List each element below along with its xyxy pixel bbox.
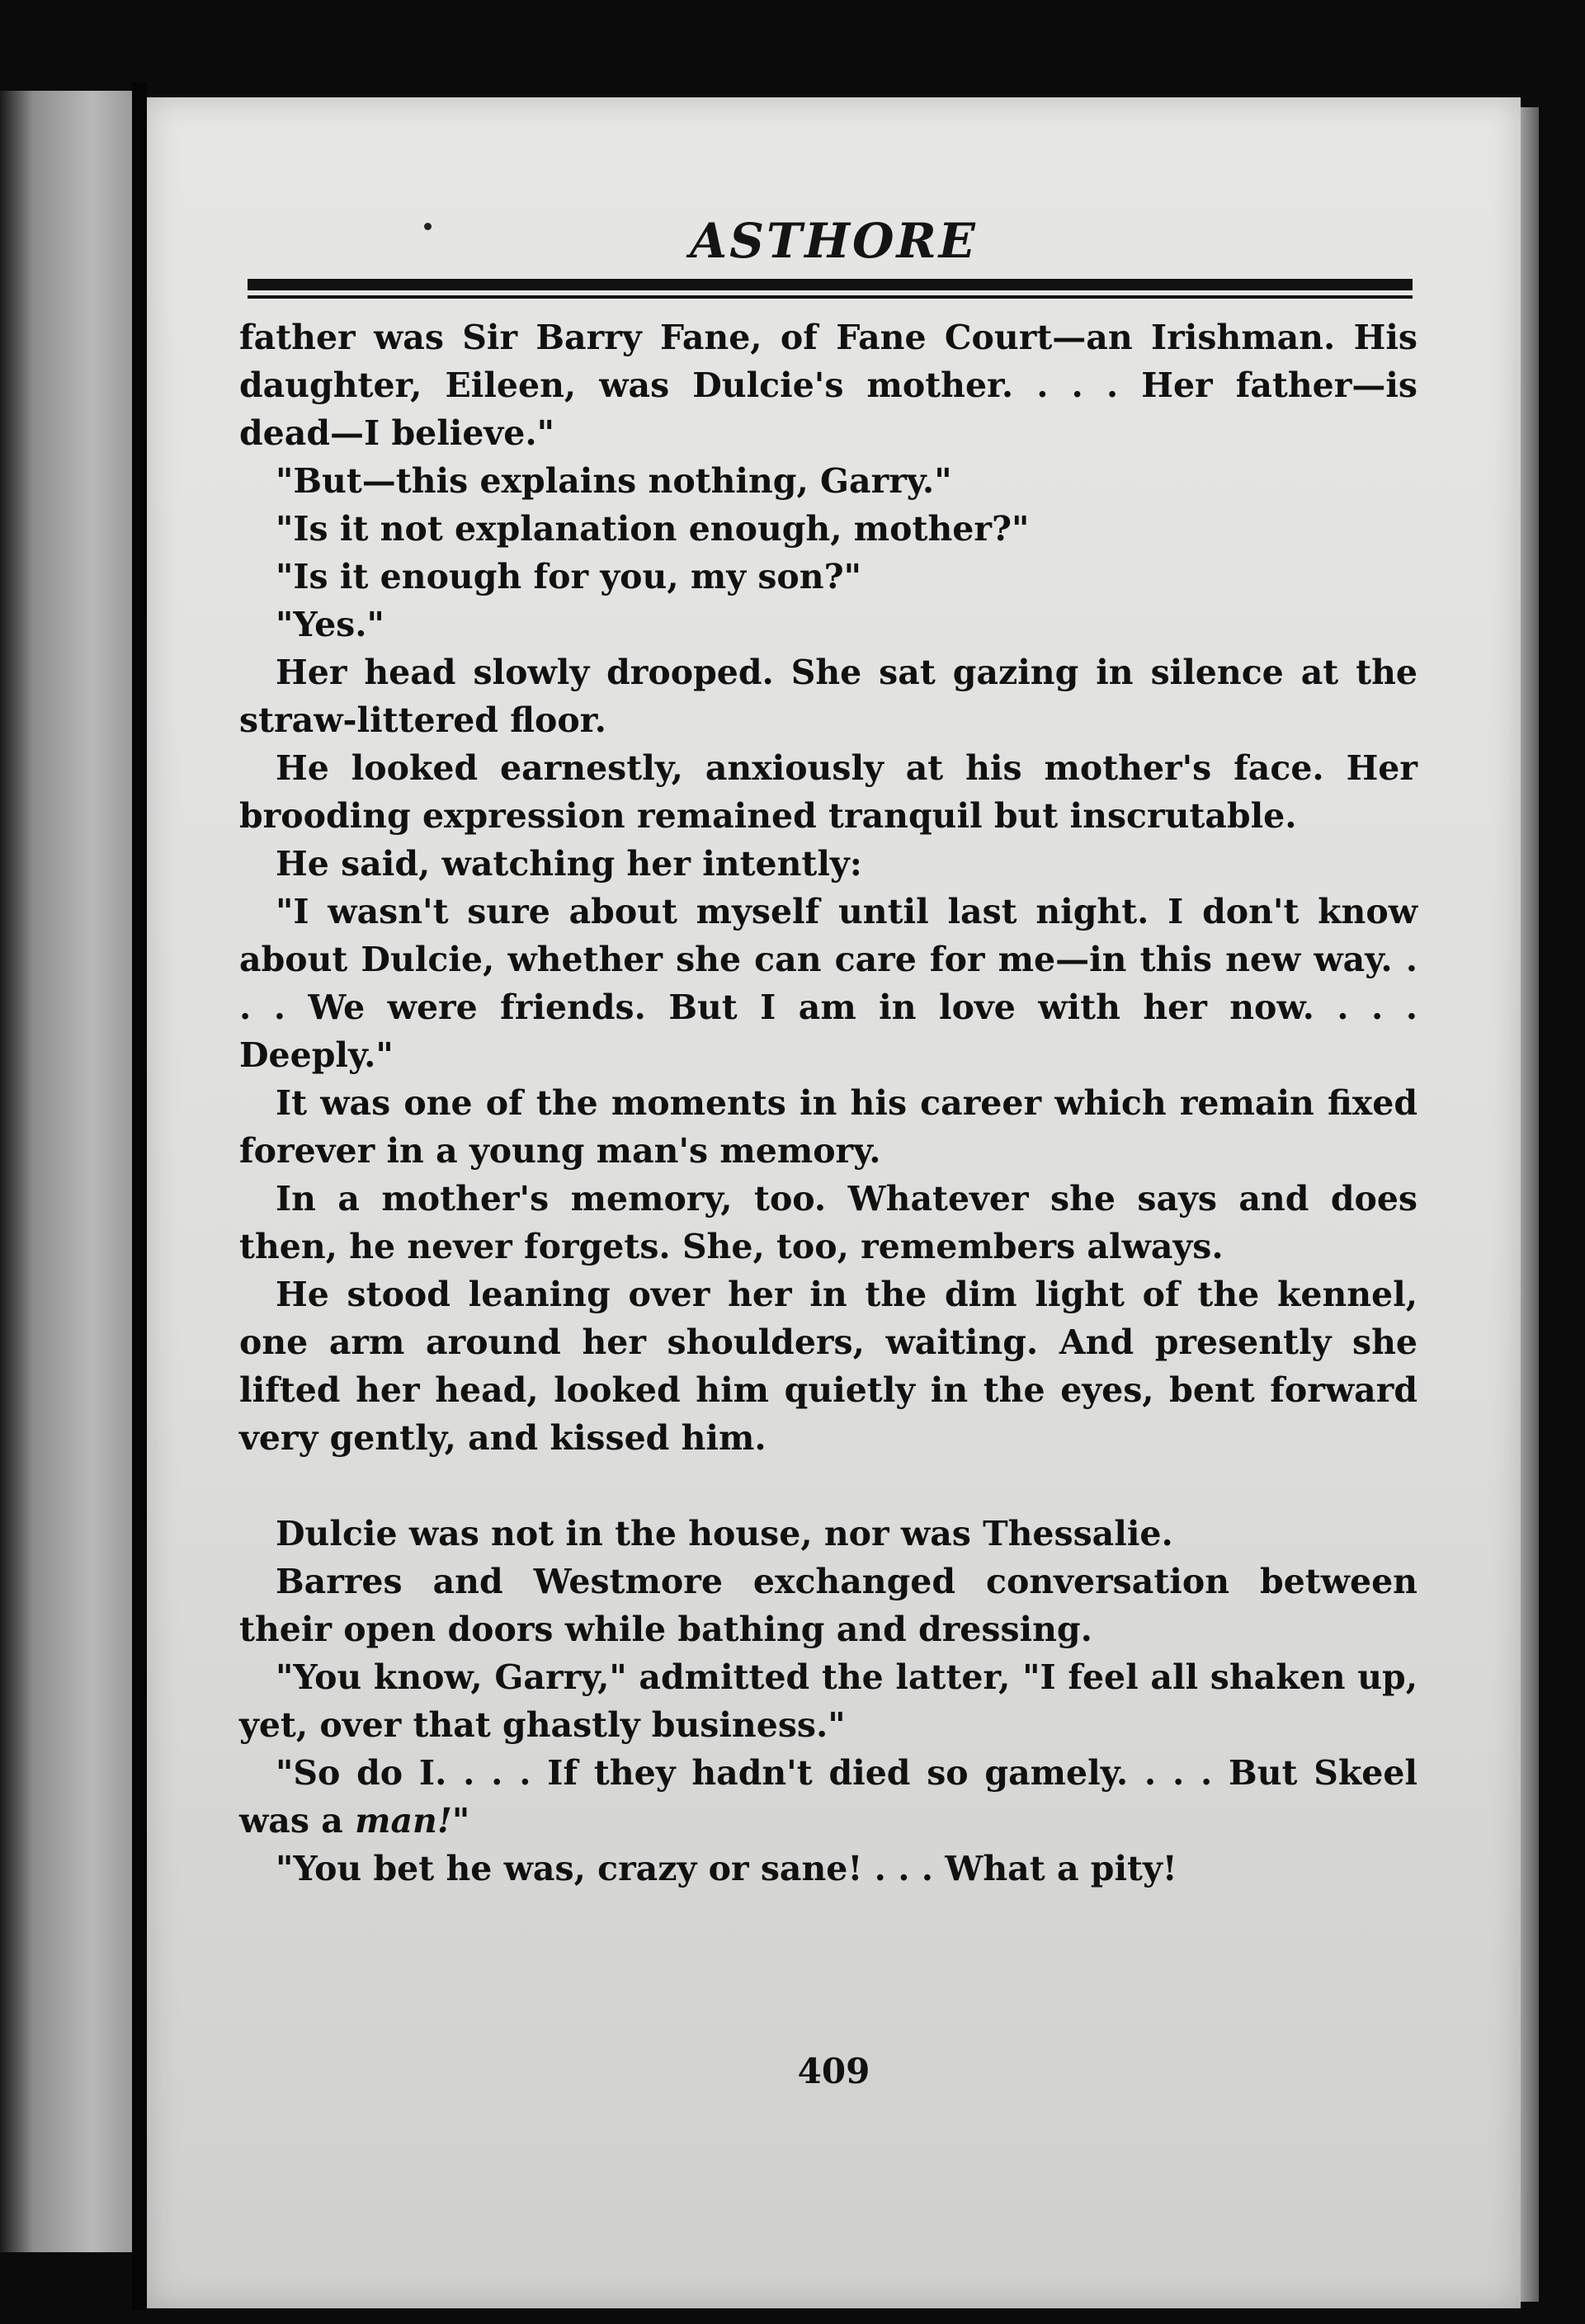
paragraph: "I wasn't sure about myself until last night. I don't know about Dulcie, whether she can care for me—in this new way. . . . We were friends. But I am in love with her now. . . . Deeply.": [239, 892, 1418, 1075]
paragraph: "Yes.": [276, 605, 384, 644]
facing-page-edge: [0, 91, 132, 2252]
page-number: 409: [797, 2051, 870, 2091]
paragraph: Dulcie was not in the house, nor was Thessalie.: [276, 1514, 1173, 1553]
paragraph: He looked earnestly, anxiously at his mother's face. Her brooding expression remained tranquil but inscrutable.: [239, 748, 1418, 836]
book-page: [147, 97, 1521, 2308]
paragraph: [239, 1749, 1418, 1845]
paragraph: "Is it not explanation enough, mother?": [276, 509, 1030, 549]
book-gutter: [132, 82, 147, 2310]
header-rule-thin: [248, 295, 1413, 299]
section-break: [239, 1462, 1418, 1510]
paragraph: "You know, Garry," admitted the latter, "I feel all shaken up, yet, over that ghastly business.": [239, 1657, 1418, 1745]
paragraph-text: "So do I. . . . If they hadn't died so gamely. . . . But Skeel was a: [239, 1753, 1418, 1841]
page-edge-shadow: [1521, 107, 1539, 2302]
paragraph: "You bet he was, crazy or sane! . . . What a pity!: [276, 1849, 1177, 1888]
paragraph: father was Sir Barry Fane, of Fane Court—an Irishman. His daughter, Eileen, was Dulcie's mother. . . . Her father—is dead—I believe.": [239, 318, 1418, 453]
paragraph: Her head slowly drooped. She sat gazing in silence at the straw-littered floor.: [239, 653, 1418, 740]
body-text: [239, 313, 1418, 1893]
paragraph-text-end: ": [451, 1801, 470, 1841]
paragraph: In a mother's memory, too. Whatever she says and does then, he never forgets. She, too, remembers always.: [239, 1179, 1418, 1266]
emphasized-word: man!: [355, 1801, 452, 1841]
header-rule-thick: [248, 279, 1413, 290]
paragraph: He stood leaning over her in the dim light of the kennel, one arm around her shoulders, waiting. And presently she lifted her head, looked him quietly in the eyes, bent forward very gently, and kissed him.: [239, 1275, 1418, 1458]
paragraph: It was one of the moments in his career which remain fixed forever in a young man's memory.: [239, 1083, 1418, 1171]
running-head: ASTHORE: [690, 213, 978, 269]
paragraph: Barres and Westmore exchanged conversation between their open doors while bathing and dressing.: [239, 1562, 1418, 1649]
paragraph: "Is it enough for you, my son?": [276, 557, 861, 596]
paragraph: He said, watching her intently:: [276, 844, 862, 884]
paragraph: "But—this explains nothing, Garry.": [276, 461, 952, 501]
